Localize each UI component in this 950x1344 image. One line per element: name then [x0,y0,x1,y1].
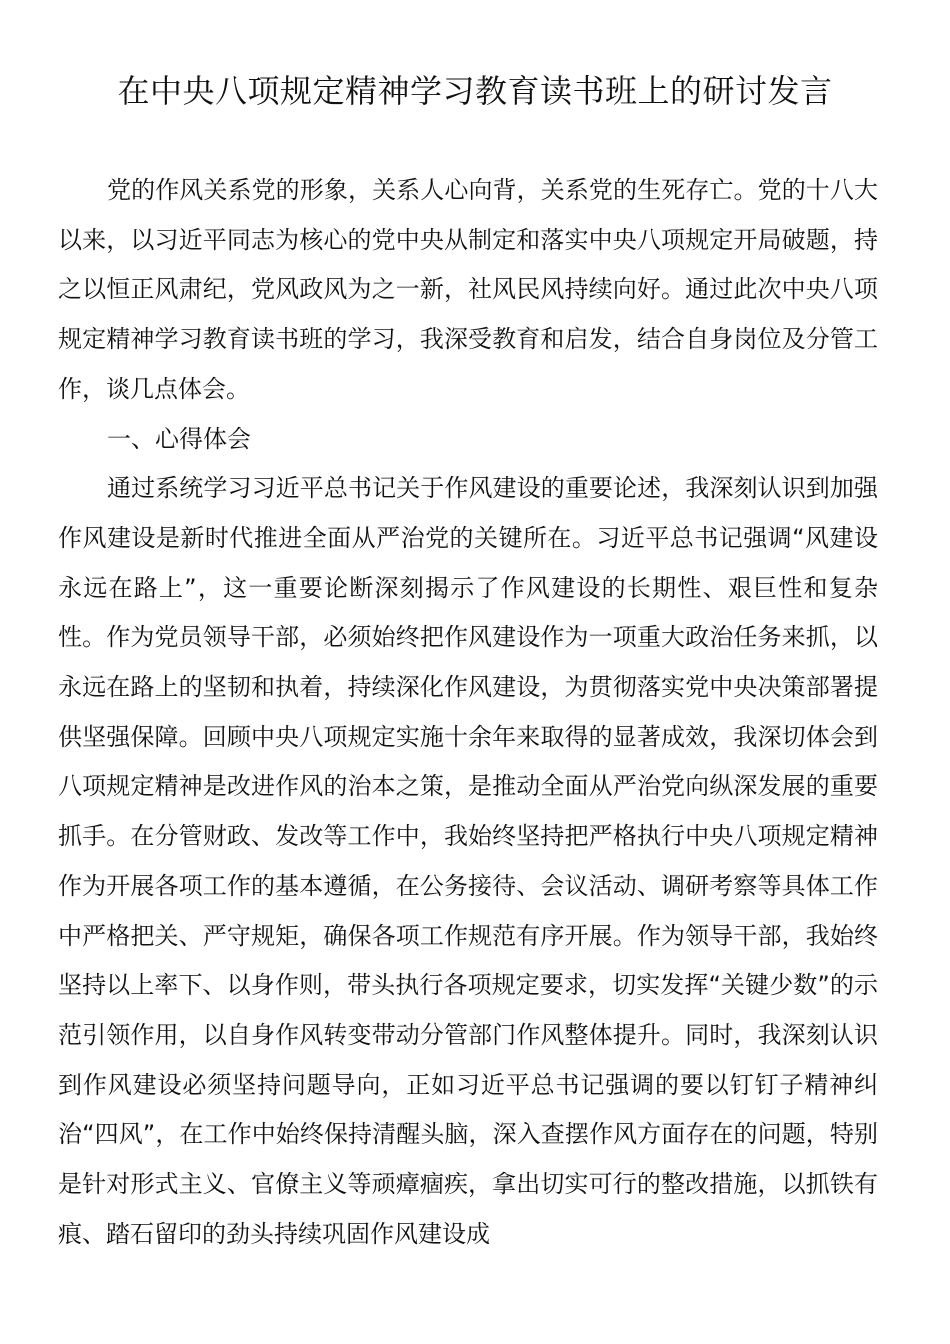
intro-paragraph: 党的作风关系党的形象，关系人心向背，关系党的生死存亡。党的十八大以来，以习近平同志为核心的党中央从制定和落实中央八项规定开局破题，持之以恒正风肃纪，党风政风为之一新，社风民风持续向好。通过此次中央八项规定精神学习教育读书班的学习，我深受教育和启发，结合自身岗位及分管工作，谈几点体会。 [58,176,878,403]
document-title: 在中央八项规定精神学习教育读书班上的研讨发言 [117,72,833,110]
document-body [58,166,878,1259]
section-paragraph: 通过系统学习习近平总书记关于作风建设的重要论述，我深刻认识到加强作风建设是新时代推进全面从严治党的关键所在。习近平总书记强调“风建设永远在路上”，这一重要论断深刻揭示了作风建设的长期性、艰巨性和复杂性。作为党员领导干部，必须始终把作风建设作为一项重大政治任务来抓，以永远在路上的坚韧和执着，持续深化作风建设，为贯彻落实党中央决策部署提供坚强保障。回顾中央八项规定实施十余年来取得的显著成效，我深切体会到八项规定精神是改进作风的治本之策，是推动全面从严治党向纵深发展的重要抓手。在分管财政、发改等工作中，我始终坚持把严格执行中央八项规定精神作为开展各项工作的基本遵循，在公务接待、会议活动、调研考察等具体工作中严格把关、严守规矩，确保各项工作规范有序开展。作为领导干部，我始终坚持以上率下、以身作则，带头执行各项规定要求，切实发挥“关键少数”的示范引领作用，以自身作风转变带动分管部门作风整体提升。同时，我深刻认识到作风建设必须坚持问题导向，正如习近平总书记强调的要以钉钉子精神纠治“四风”，在工作中始终保持清醒头脑，深入查摆作风方面存在的问题，特别是针对形式主义、官僚主义等顽瘴痼疾，拿出切实可行的整改措施，以抓铁有痕、踏石留印的劲头持续巩固作风建设成 [58,474,878,1248]
section-heading: 一、心得体会 [107,424,251,453]
